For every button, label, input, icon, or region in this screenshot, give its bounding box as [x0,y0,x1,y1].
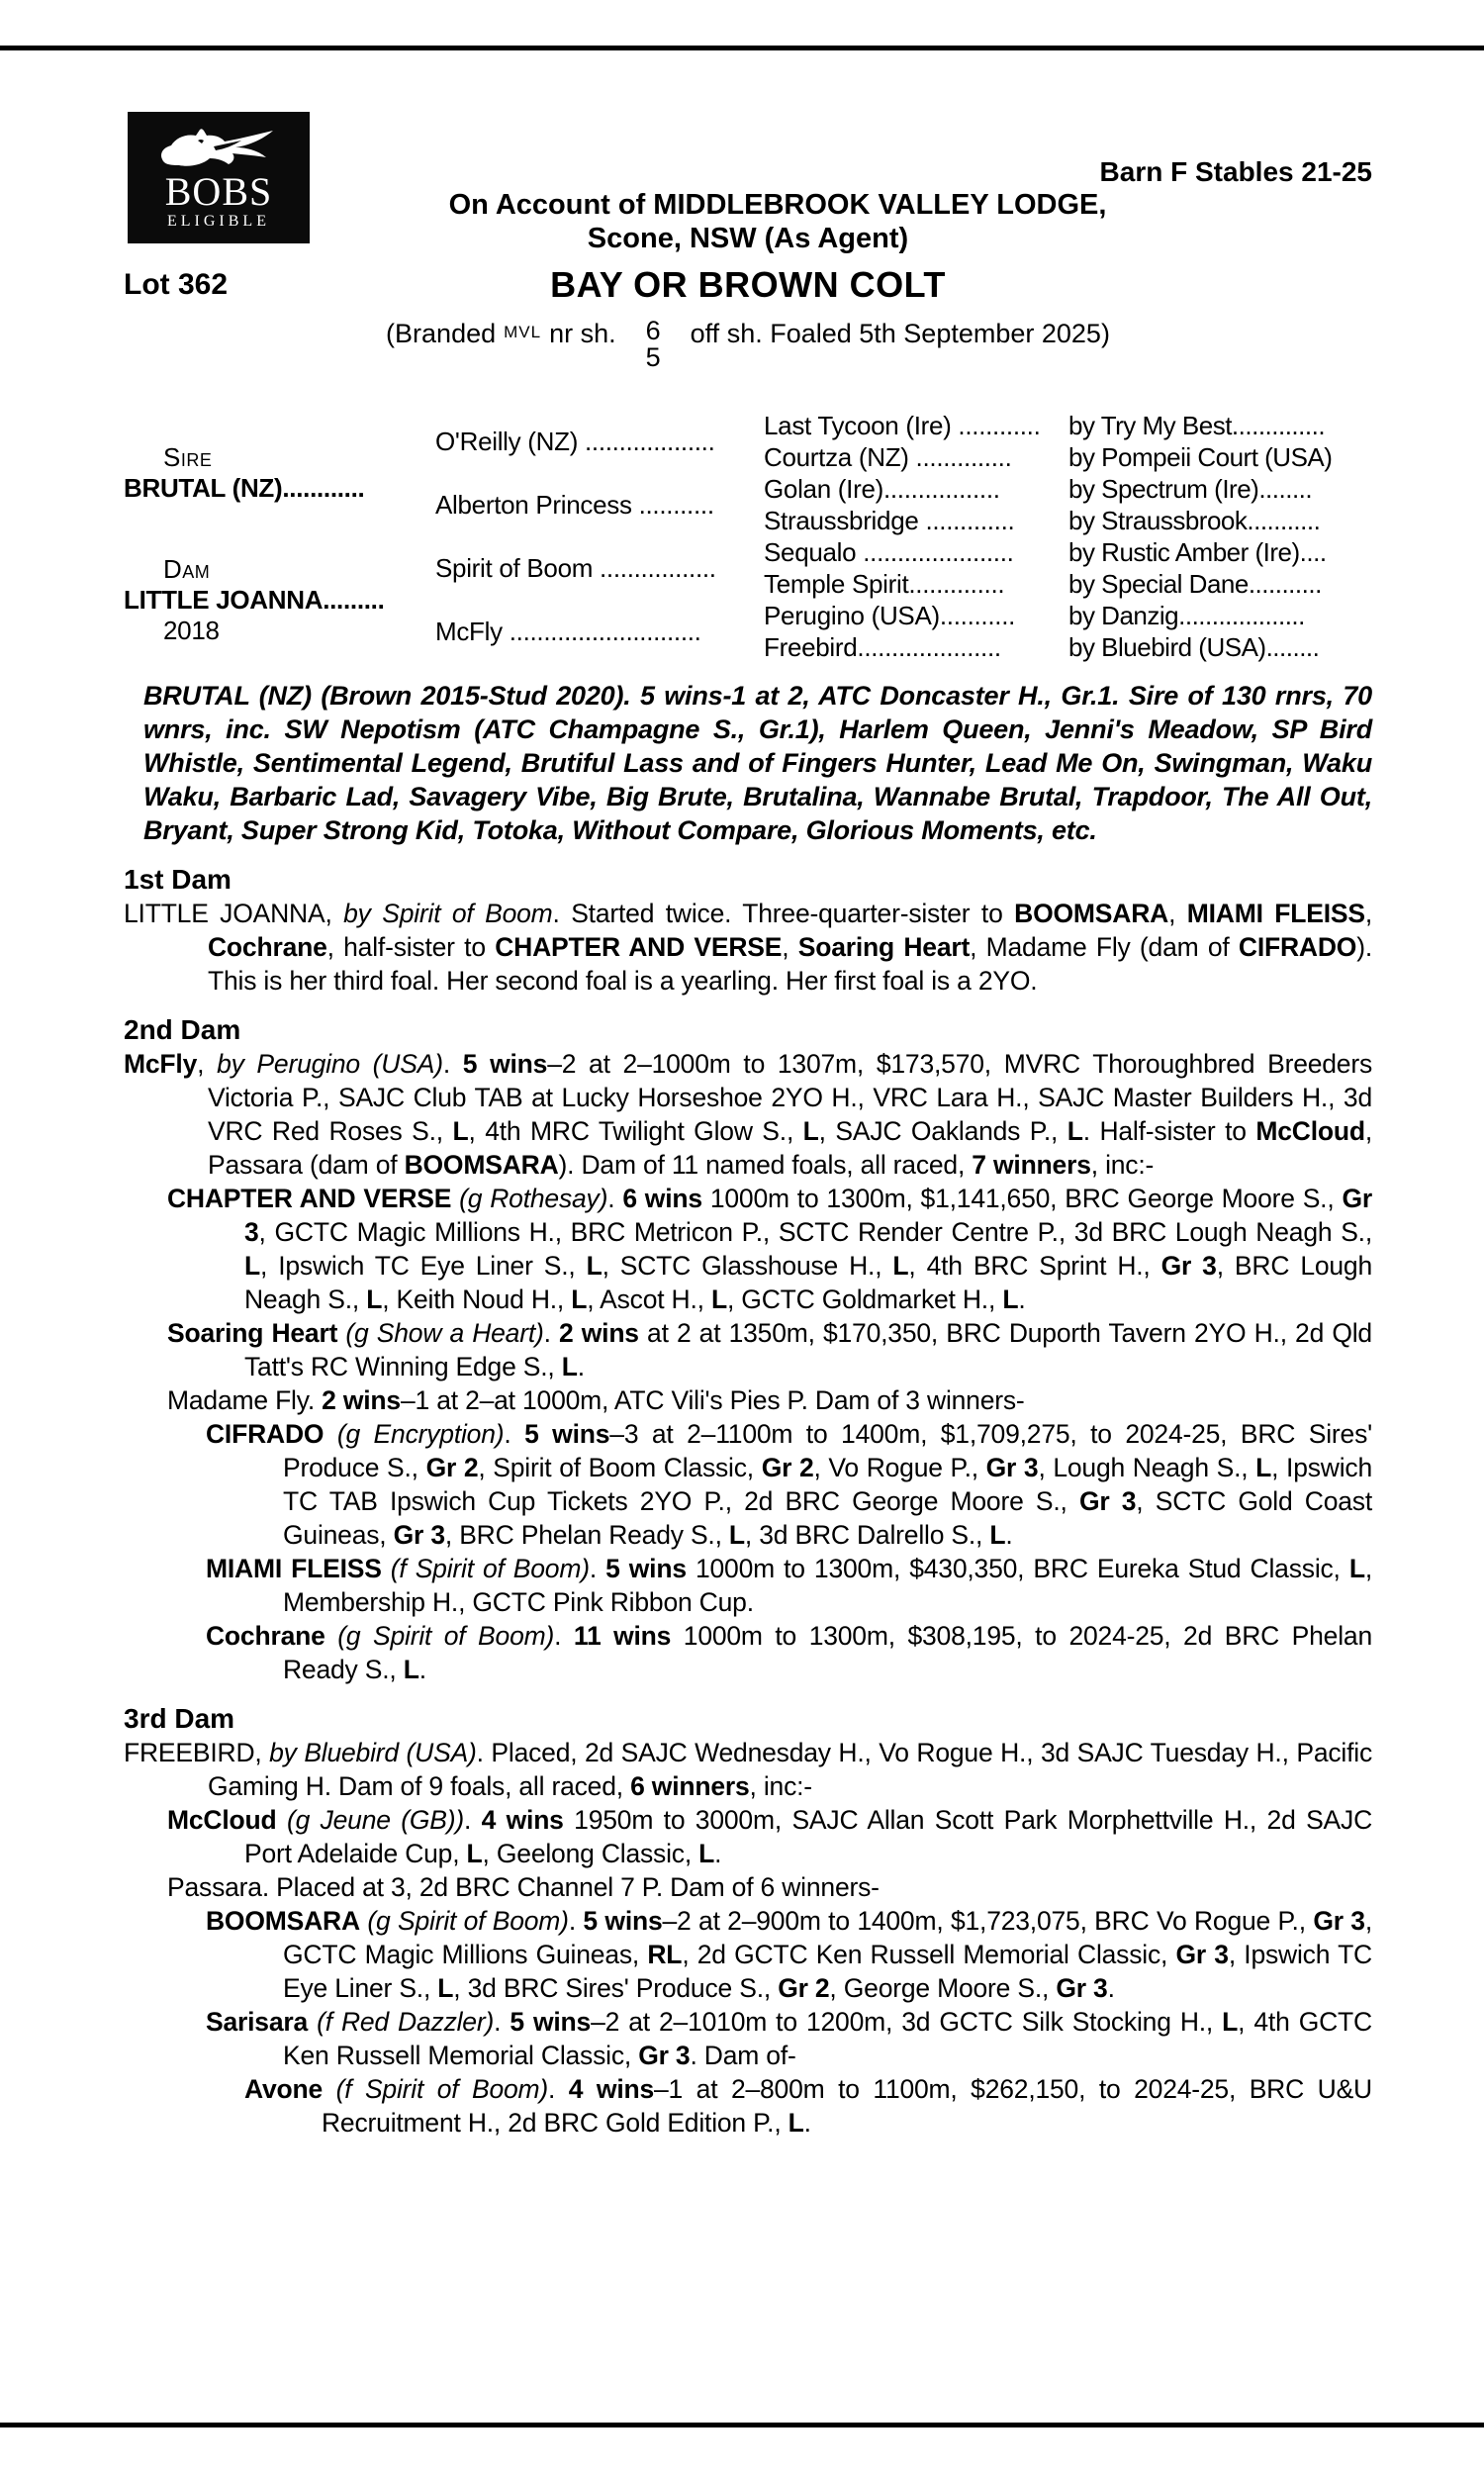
brand-number-top: 6 [645,316,661,345]
entry-text-segment: 5 wins [462,1049,548,1079]
entry-text-segment: , Ipswich TC Eye Liner S., [283,1940,1372,2003]
entry-text-segment: L [437,1973,454,2003]
entry-text-segment: BOOMSARA [404,1150,559,1180]
entry-text-segment: . [568,1906,584,1936]
entry-text-segment [308,2007,317,2037]
entry-text-segment: 5 wins [524,1419,610,1449]
entry-text-segment: Avone [244,2074,324,2104]
entry-text-segment: Gr 3 [638,2041,691,2070]
pedigree-entry [124,1736,1372,1803]
ancestor-name: Courtza (NZ) .............. [764,441,1012,472]
pedigree-entry [206,1904,1373,2005]
entry-text-segment: . Dam of- [690,2041,796,2070]
ancestor-by: by Pompeii Court (USA) [1068,441,1333,472]
entry-text-segment: Gr 3 [1175,1940,1229,1969]
entry-text-segment: (g Spirit of Boom) [337,1621,555,1651]
entry-text-segment: , [782,932,798,962]
top-rule [0,46,1484,50]
ancestor-name: Temple Spirit.............. [764,568,1005,599]
entry-text-segment: , 4th GCTC Ken Russell Memorial Classic, [283,2007,1372,2070]
entry-text-segment: 5 wins [605,1554,687,1583]
ancestor-by: by Bluebird (USA)........ [1068,631,1320,662]
entry-text-segment: , SAJC Oaklands P., [818,1116,1067,1146]
ancestor-name: Freebird..................... [764,631,1001,662]
entry-text-segment [382,1554,391,1583]
entry-text-segment: by Spirit of Boom [343,899,553,928]
entry-text-segment: –1 at 2–at 1000m, ATC Vili's Pies P. Dam of 3 winners- [400,1385,1025,1415]
pedigree-entry [167,1383,1372,1417]
entry-text-segment: L [1255,1453,1272,1482]
entry-text-segment [276,1805,286,1835]
entry-text-segment: L [466,1839,483,1868]
pedigree-entry [124,897,1372,998]
entry-text-segment: , Madame Fly (dam of [970,932,1239,962]
sire-label: Sire [163,442,213,472]
entry-text-segment: RL [647,1940,683,1969]
entry-text-segment [451,1184,459,1213]
entry-text-segment: Soaring Heart [167,1318,338,1348]
pedigree-entry [167,1182,1373,1316]
entry-text-segment: 11 wins [573,1621,672,1651]
dam-year: 2018 [163,615,220,645]
vendor-location: Scone, NSW (As Agent) [587,223,909,254]
entry-text-segment: ). Dam of 11 named foals, all raced, [558,1150,973,1180]
entry-text-segment: 2 wins [322,1385,401,1415]
entry-text-segment: L [698,1839,715,1868]
entry-text-segment: . [418,1655,426,1684]
entry-text-segment: , Keith Noud H., [382,1285,572,1314]
entry-text-segment: , SCTC Glasshouse H., [602,1251,893,1281]
entry-text-segment: 1950m to 3000m, SAJC Allan Scott Park Morphettville H., 2d SAJC Port Adelaide Cup, [244,1805,1373,1868]
sire-race-record: BRUTAL (NZ) (Brown 2015-Stud 2020). 5 wins-1 at 2, ATC Doncaster H., Gr.1. Sire of 130 rnrs, 70 wnrs, inc. SW Nepotism (ATC Champagne S., Gr.1), Harlem Queen, Jenni's Meadow, SP Bird Whistle, Sentimental Legend, Brutiful Lass and of Fingers Hunter, Lead Me On, Swingman, Waku Waku, Barbaric Lad, Savagery Vibe, Big Brute, Brutalina, Wannabe Brutal, Trapdoor, The All Out, Bryant, Super Strong Kid, Totoka, Without Compare, Glorious Moments, etc. [143,681,1372,845]
entry-text-segment: L [802,1116,819,1146]
entry-text-segment: , [1364,899,1372,928]
branding-prefix: (Branded [386,319,497,348]
entry-text-segment: L [788,2108,804,2138]
entry-text-segment: , 3d BRC Dalrello S., [744,1520,990,1550]
entry-text-segment: –2 at 2–1000m to 1307m, $173,570, MVRC Thoroughbred Breeders Victoria P., SAJC Club TAB at Lucky Horseshoe 2YO H., VRC Lara H., SAJC Master Builders H., 3d VRC Red Roses S., [208,1049,1373,1146]
entry-text-segment: L [244,1251,260,1281]
entry-text-segment: (f Red Dazzler) [317,2007,495,2037]
entry-text-segment: Gr 3 [1160,1251,1217,1281]
entry-text-segment: L [710,1285,727,1314]
entry-text-segment: . [1018,1285,1026,1314]
logo-text-bobs: BOBS [164,169,273,214]
page-title: BAY OR BROWN COLT [550,264,946,305]
vendor-account: On Account of MIDDLEBROOK VALLEY LODGE, [448,189,1107,221]
entry-text-segment: L [586,1251,603,1281]
entry-text-segment: –2 at 2–1010m to 1200m, 3d GCTC Silk Stocking H., [591,2007,1223,2037]
entry-text-segment: ). This is her third foal. Her second foal is a yearling. Her first foal is a 2YO. [208,932,1372,996]
brand-number-bottom: 5 [645,342,661,372]
entry-text-segment: McFly [124,1049,198,1079]
lot-title-row [124,263,1372,307]
entry-text-segment: , 3d BRC Sires' Produce S., [453,1973,779,2003]
entry-text-segment: (g Show a Heart) [345,1318,544,1348]
lot-number: Lot 362 [124,268,229,301]
entry-text-segment: , Vo Rogue P., [813,1453,986,1482]
entry-text-segment: L [452,1116,469,1146]
entry-text-segment: –3 at 2–1100m to 1400m, $1,709,275, to 2024-25, BRC Sires' Produce S., [283,1419,1373,1482]
entry-text-segment: , [1168,899,1187,928]
entry-text-segment: , George Moore S., [829,1973,1057,2003]
entry-text-segment: , BRC Lough Neagh S., [244,1251,1373,1314]
ancestor-name: Golan (Ire)................. [764,473,1000,504]
branding-suffix: off sh. Foaled 5th September 2025) [690,319,1110,348]
entry-text-segment [323,2074,336,2104]
entry-text-segment: 5 wins [510,2007,592,2037]
ancestor-by: by Rustic Amber (Ire).... [1068,536,1327,567]
entry-text-segment: , inc:- [1090,1150,1155,1180]
entry-text-segment: , SCTC Gold Coast Guineas, [283,1486,1372,1550]
entry-text-segment: L [728,1520,745,1550]
entry-text-segment: , inc:- [749,1771,812,1801]
entry-text-segment: 1000m to 1300m, $308,195, to 2024-25, 2d BRC Phelan Ready S., [283,1621,1372,1684]
ancestor-by: by Spectrum (Ire)........ [1068,473,1313,504]
entry-text-segment: 2 wins [559,1318,639,1348]
entry-text-segment: 4 wins [481,1805,564,1835]
entry-text-segment: , 4th MRC Twilight Glow S., [468,1116,803,1146]
entry-text-segment: , [197,1049,218,1079]
sire-granddam: Alberton Princess ........... [435,489,714,520]
entry-text-segment: (g Jeune (GB)) [286,1805,464,1835]
brand-numbers [646,318,661,371]
entry-text-segment: –1 at 2–800m to 1100m, $262,150, to 2024-25, BRC U&U Recruitment H., 2d BRC Gold Edition P., [322,2074,1372,2138]
entry-text-segment: CHAPTER AND VERSE [167,1184,452,1213]
entry-text-segment: CIFRADO [206,1419,325,1449]
entry-text-segment: L [892,1251,909,1281]
entry-text-segment: 5 wins [583,1906,663,1936]
entry-text-segment: . Started twice. Three-quarter-sister to [552,899,1015,928]
pedigree-entry [206,1417,1373,1552]
entry-text-segment: CIFRADO [1238,932,1357,962]
ancestor-by: by Danzig................... [1068,600,1305,630]
entry-text-segment: CHAPTER AND VERSE [495,932,783,962]
entry-text-segment: , GCTC Goldmarket H., [726,1285,1003,1314]
entry-text-segment: (g Spirit of Boom) [367,1906,569,1936]
pedigree-table [124,410,1372,663]
entry-text-segment: BOOMSARA [206,1906,360,1936]
entry-text-segment: Gr 3 [393,1520,445,1550]
entry-text-segment: , Membership H., GCTC Pink Ribbon Cup. [283,1554,1372,1617]
dam-heading: 1st Dam [124,864,232,895]
ancestor-name: Perugino (USA)........... [764,600,1016,630]
entry-text-segment: by Perugino (USA) [217,1049,443,1079]
entry-text-segment: . [589,1554,606,1583]
dam-cell [124,536,435,663]
entry-text-segment: Madame Fly. [167,1385,323,1415]
pedigree-entry [244,2072,1372,2140]
sire-grandsire: O'Reilly (NZ) ................... [435,426,715,456]
entry-text-segment: MIAMI FLEISS [206,1554,382,1583]
entry-text-segment: –2 at 2–900m to 1400m, $1,723,075, BRC Vo Rogue P., [662,1906,1314,1936]
entry-text-segment: L [561,1352,578,1381]
pedigree-entry [167,1803,1373,1870]
entry-text-segment: Gr 3 [1313,1906,1365,1936]
ancestor-name: Last Tycoon (Ire) ............ [764,410,1041,440]
entry-text-segment: Gr 3 [244,1184,1372,1247]
pedigree-entry [206,1552,1372,1619]
pedigree-entry [206,1619,1372,1686]
entry-text-segment: . [803,2108,811,2138]
entry-text-segment: , GCTC Magic Millions Guineas, [283,1906,1373,1969]
entry-text-segment [325,1621,338,1651]
entry-text-segment: L [1002,1285,1019,1314]
entry-text-segment: . [548,2074,569,2104]
logo-text-eligible: ELIGIBLE [167,213,270,230]
entry-text-segment: (g Rothesay) [459,1184,608,1213]
entry-text-segment: . [504,1419,525,1449]
entry-text-segment: 4 wins [568,2074,655,2104]
entry-text-segment: (g Encryption) [336,1419,505,1449]
sire-name: BRUTAL (NZ)............ [124,473,365,503]
entry-text-segment: . Half-sister to [1082,1116,1256,1146]
entry-text-segment: , Geelong Classic, [482,1839,699,1868]
entry-text-segment: , Spirit of Boom Classic, [478,1453,762,1482]
entry-text-segment: Cochrane [206,1621,325,1651]
entry-text-segment: MIAMI FLEISS [1186,899,1365,928]
dam-heading: 2nd Dam [124,1014,241,1045]
ancestor-by: by Try My Best.............. [1068,410,1326,440]
entry-text-segment: 1000m to 1300m, $1,141,650, BRC George Moore S., [701,1184,1343,1213]
entry-text-segment: Gr 2 [761,1453,814,1482]
entry-text-segment: . [494,2007,510,2037]
entry-text-segment: by Bluebird (USA) [269,1738,477,1767]
entry-text-segment: , BRC Phelan Ready S., [444,1520,729,1550]
dam-sire: Spirit of Boom ................. [435,552,716,583]
pedigree-entry [124,1047,1373,1182]
entry-text-segment: . [577,1352,585,1381]
pedigree-entry [206,2005,1372,2072]
entry-text-segment: (f Spirit of Boom) [335,2074,549,2104]
entry-text-segment: Gr 2 [778,1973,830,2003]
dam-dam: McFly ............................ [435,616,701,646]
entry-text-segment: L [403,1655,419,1684]
entry-text-segment: L [571,1285,588,1314]
entry-text-segment: 1000m to 1300m, $430,350, BRC Eureka Stud Classic, [686,1554,1349,1583]
page-content [124,156,1372,2140]
entry-text-segment: FREEBIRD, [124,1738,270,1767]
entry-text-segment: , Ascot H., [587,1285,711,1314]
entry-text-segment: , Passara (dam of [208,1116,1372,1180]
entry-text-segment: . [543,1318,559,1348]
entry-text-segment: Cochrane [208,932,327,962]
branding-line [124,309,1372,380]
entry-text-segment: . [607,1184,623,1213]
entry-text-segment: L [989,1520,1006,1550]
bottom-rule [0,2423,1484,2427]
entry-text-segment: , Ipswich TC Eye Liner S., [260,1251,587,1281]
entry-text-segment: . [1107,1973,1115,2003]
brand-mark: MVL [504,323,542,341]
dam-sections [124,863,1372,2140]
pedigree-entry [167,1316,1372,1383]
entry-text-segment: L [1067,1116,1083,1146]
entry-text-segment [324,1419,337,1449]
entry-text-segment: L [1222,2007,1239,2037]
entry-text-segment: Sarisara [206,2007,309,2037]
entry-text-segment: . [464,1805,482,1835]
entry-text-segment: , GCTC Magic Millions H., BRC Metricon P., SCTC Render Centre P., 3d BRC Lough Neagh S., [258,1217,1372,1247]
entry-text-segment: , 4th BRC Sprint H., [908,1251,1161,1281]
entry-text-segment: Gr 3 [1078,1486,1137,1516]
entry-text-segment: . [554,1621,574,1651]
entry-text-segment: Gr 2 [425,1453,479,1482]
entry-text-segment: 7 winners [972,1150,1091,1180]
entry-text-segment: . Placed, 2d SAJC Wednesday H., Vo Rogue H., 3d SAJC Tuesday H., Pacific Gaming H. Dam of 9 foals, all raced, [208,1738,1372,1801]
sire-cell [124,410,435,536]
ancestor-name: Straussbridge ............. [764,505,1015,535]
entry-text-segment: Passara. Placed at 3, 2d BRC Channel 7 P. Dam of 6 winners- [167,1872,880,1902]
entry-text-segment: , half-sister to [326,932,496,962]
entry-text-segment: Gr 3 [985,1453,1039,1482]
entry-text-segment: L [1348,1554,1365,1583]
entry-text-segment: Soaring Heart [797,932,971,962]
ancestor-by: by Straussbrook........... [1068,505,1321,535]
entry-text-segment: 6 wins [622,1184,702,1213]
entry-text-segment: (f Spirit of Boom) [390,1554,590,1583]
entry-text-segment: L [366,1285,383,1314]
entry-text-segment: McCloud [167,1805,277,1835]
entry-text-segment: , Ipswich TC TAB Ipswich Cup Tickets 2YO P., 2d BRC George Moore S., [283,1453,1373,1516]
entry-text-segment: , 2d GCTC Ken Russell Memorial Classic, [682,1940,1176,1969]
ancestor-name: Sequalo ...................... [764,536,1014,567]
entry-text-segment: . [714,1839,722,1868]
branding-near-shoulder: nr sh. [549,319,616,348]
entry-text-segment: , Lough Neagh S., [1038,1453,1256,1482]
dam-heading: 3rd Dam [124,1703,235,1734]
pedigree-entry [167,1870,1372,1904]
entry-text-segment: at 2 at 1350m, $170,350, BRC Duporth Tavern 2YO H., 2d Qld Tatt's RC Winning Edge S., [244,1318,1372,1381]
entry-text-segment: McCloud [1255,1116,1365,1146]
barn-location: Barn F Stables 21-25 [1099,156,1372,187]
entry-text-segment: BOOMSARA [1014,899,1169,928]
entry-text-segment: LITTLE JOANNA, [124,899,344,928]
entry-text-segment: . [1005,1520,1013,1550]
dam-label: Dam [163,553,211,584]
entry-text-segment: . [442,1049,463,1079]
entry-text-segment: 6 winners [630,1771,750,1801]
entry-text-segment: Gr 3 [1056,1973,1108,2003]
ancestor-by: by Special Dane........... [1068,568,1322,599]
dam-name: LITTLE JOANNA......... [124,584,385,615]
